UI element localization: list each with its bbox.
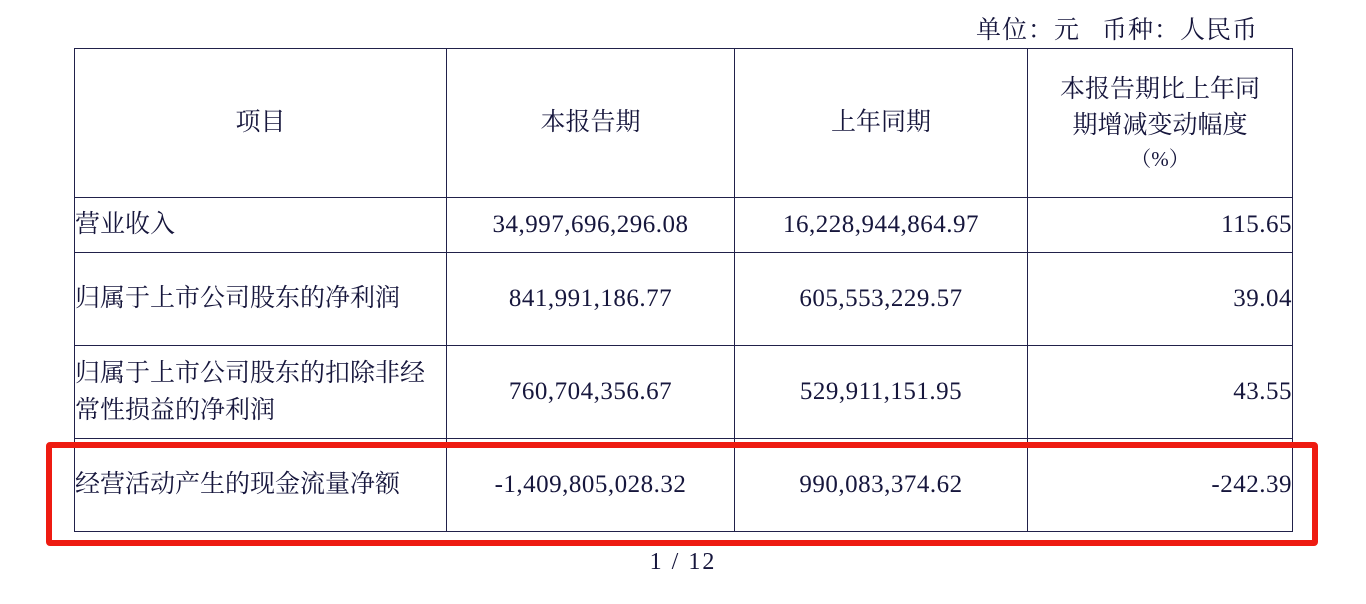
unit-currency-line <box>976 10 1258 46</box>
row-change-value: -242.39 <box>1028 439 1293 532</box>
table-row <box>75 253 1293 346</box>
table-row <box>75 346 1293 439</box>
row-current-value: 34,997,696,296.08 <box>447 198 735 253</box>
header-change-line1: 本报告期比上年同 <box>1059 75 1260 103</box>
row-current-value: 841,991,186.77 <box>447 253 735 346</box>
row-item-label: 营业收入 <box>75 198 447 253</box>
unit-label: 单位：元 <box>975 17 1080 44</box>
row-current-value: 760,704,356.67 <box>447 346 735 439</box>
row-current-value: -1,409,805,028.32 <box>447 439 735 532</box>
row-previous-value: 990,083,374.62 <box>735 439 1028 532</box>
header-change-unit: （%） <box>1130 147 1190 172</box>
row-item-label: 归属于上市公司股东的净利润 <box>75 253 447 346</box>
row-item-label: 归属于上市公司股东的扣除非经常性损益的净利润 <box>75 346 447 439</box>
table-row <box>75 439 1293 532</box>
header-item: 项目 <box>75 49 447 198</box>
page-number: 1 / 12 <box>649 549 717 575</box>
header-change-line2: 期增减变动幅度 <box>1072 111 1248 139</box>
row-previous-value: 16,228,944,864.97 <box>735 198 1028 253</box>
row-change-value: 39.04 <box>1028 253 1293 346</box>
row-change-value: 43.55 <box>1028 346 1293 439</box>
row-item-label: 经营活动产生的现金流量净额 <box>75 439 447 532</box>
row-previous-value: 605,553,229.57 <box>735 253 1028 346</box>
header-change-rate <box>1028 49 1293 198</box>
currency-label: 币种：人民币 <box>1101 17 1258 44</box>
row-change-value: 115.65 <box>1028 198 1293 253</box>
table-header-row <box>75 49 1293 198</box>
header-previous-period: 上年同期 <box>735 49 1028 198</box>
header-current-period: 本报告期 <box>447 49 735 198</box>
row-previous-value: 529,911,151.95 <box>735 346 1028 439</box>
financial-summary-table <box>74 48 1293 532</box>
table-row <box>75 198 1293 253</box>
